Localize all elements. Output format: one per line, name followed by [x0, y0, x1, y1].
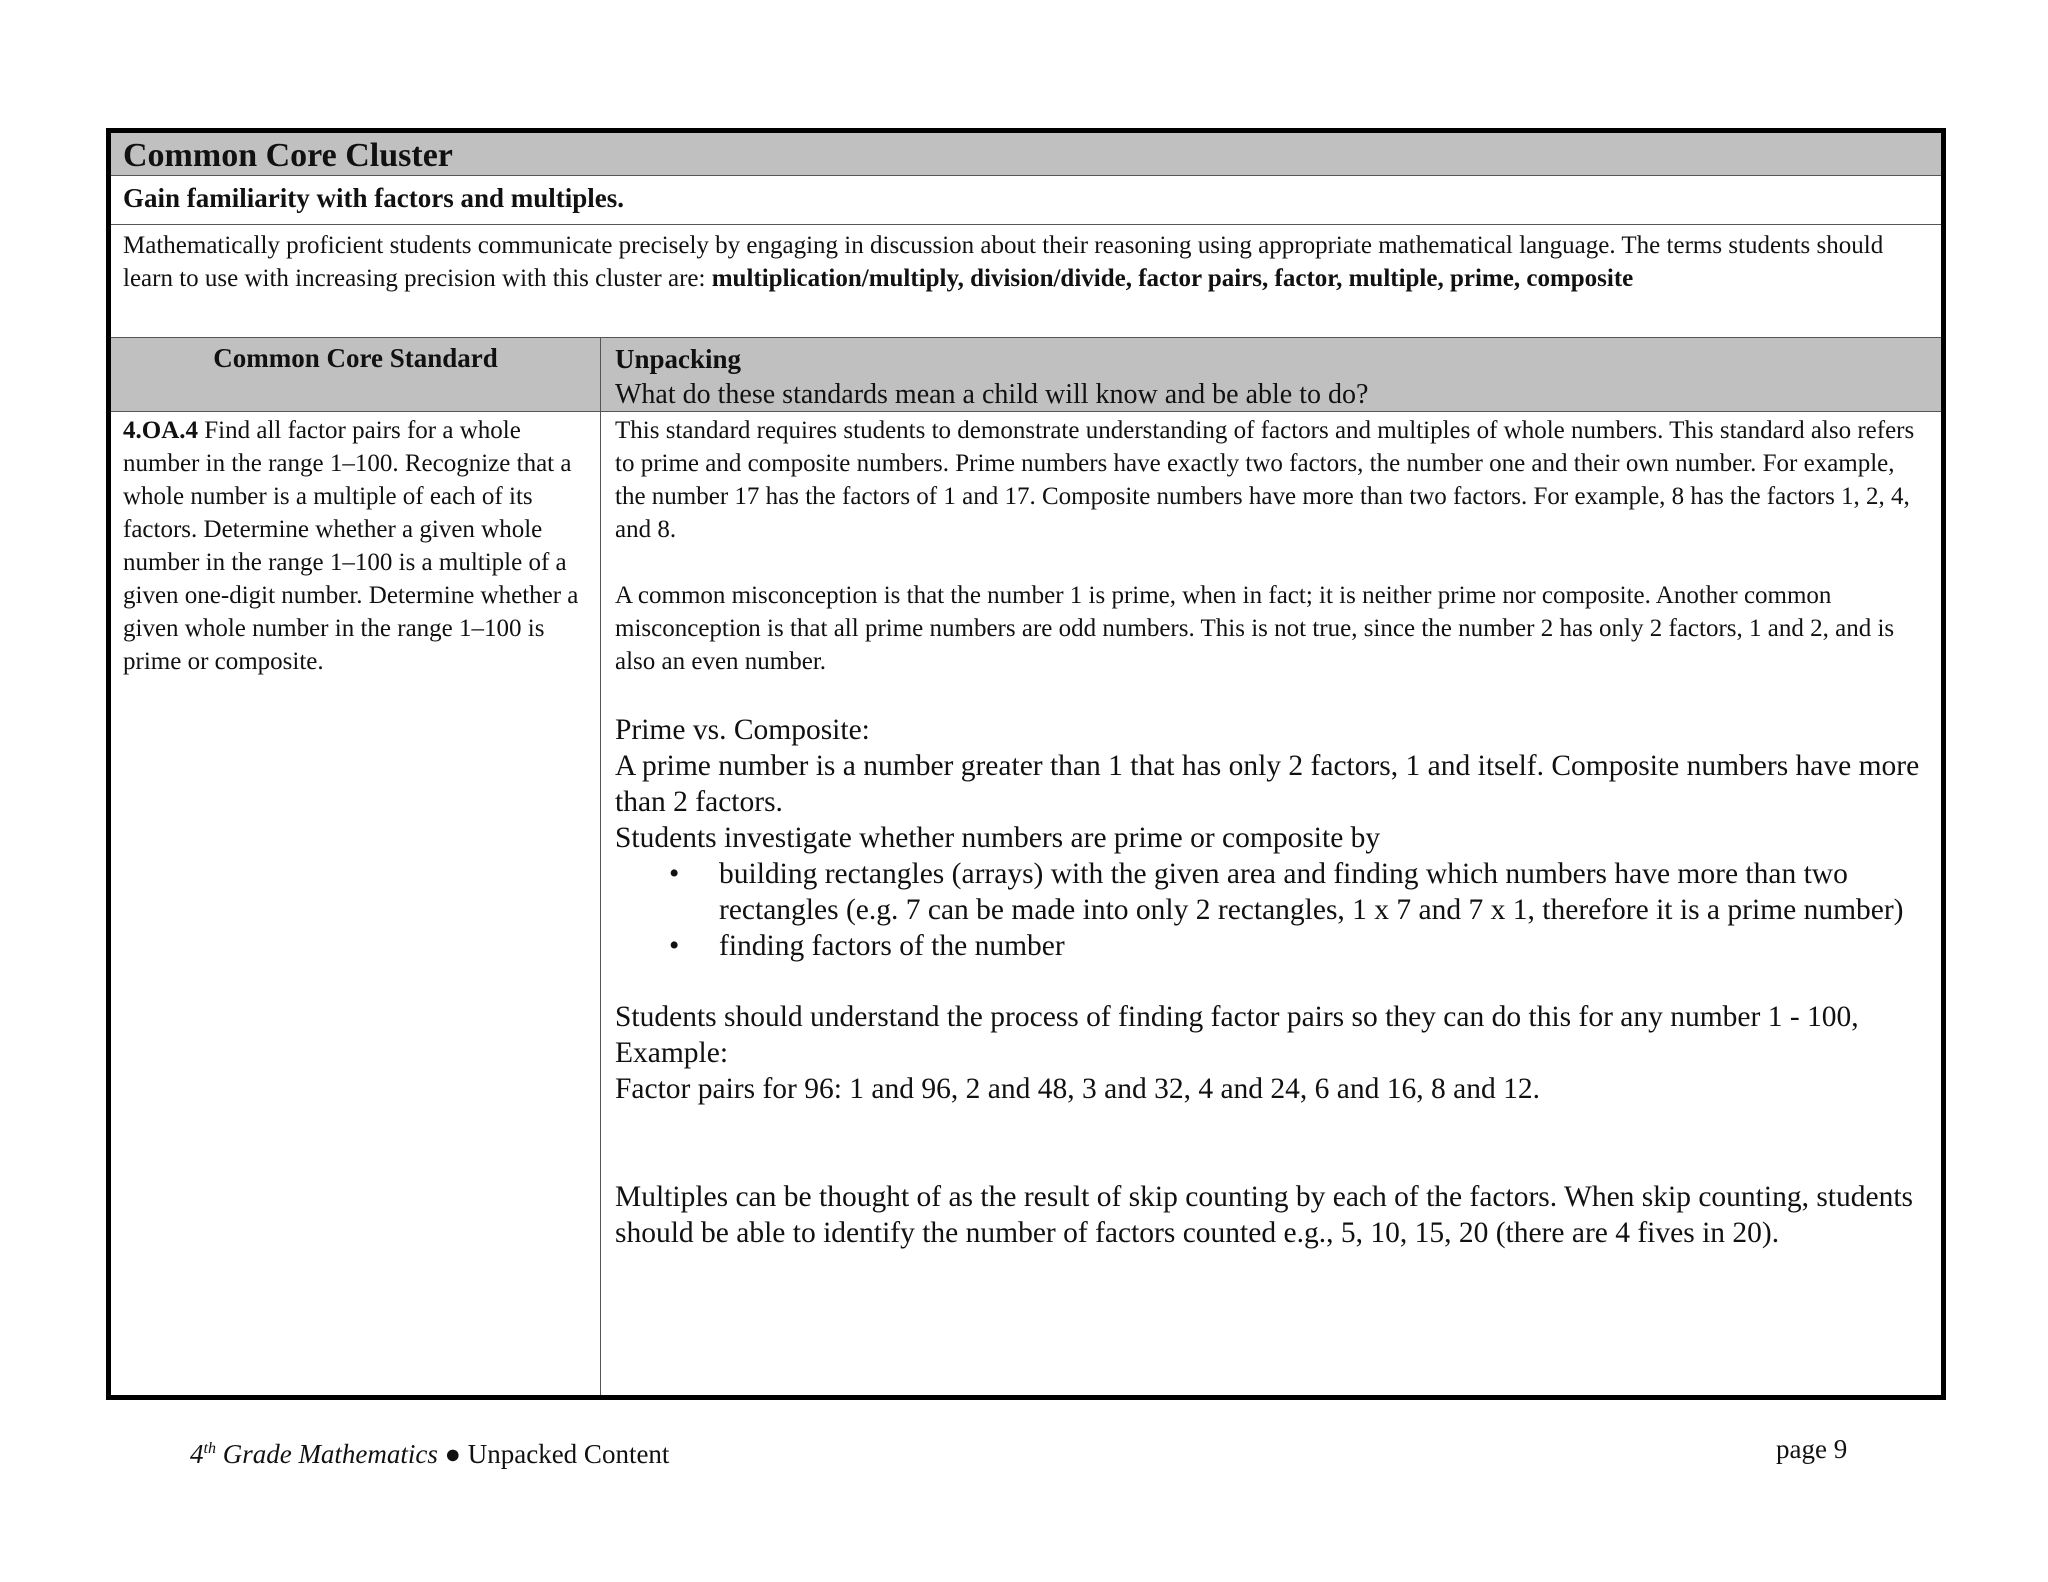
list-item-text: building rectangles (arrays) with the given area and finding which numbers have more than two rectangles (e.g. 7 can be made into only 2 rectangles, 1 x 7 and 7 x 1, therefore it is a prime number)	[719, 858, 1904, 926]
prime-vs-composite-heading: Prime vs. Composite:	[615, 714, 870, 746]
unpacking-subtitle: What do these standards mean a child will know and be able to do?	[615, 379, 1369, 410]
unpacking-column-header	[601, 338, 1941, 412]
list-item	[615, 928, 1927, 964]
cluster-heading: Common Core Cluster	[111, 133, 1941, 176]
example-label: Example:	[615, 1037, 729, 1069]
footer-content-label: Unpacked Content	[467, 1439, 670, 1469]
footer-grade-suffix: th	[203, 1440, 216, 1457]
standard-text: Find all factor pairs for a whole number in the range 1–100. Recognize that a whole number is a multiple of each of its factors. Determine whether a given whole number in the range 1–100 is a multiple of a given one-digit number. Determine whether a given whole number in the range 1–100 is prime or composite.	[123, 417, 579, 675]
cluster-vocabulary-terms: multiplication/multiply, division/divide, factor pairs, factor, multiple, prime, composite	[711, 265, 1634, 292]
footer-grade-subject: Grade Mathematics	[215, 1439, 438, 1469]
standards-table	[106, 128, 1946, 1400]
prime-definition: A prime number is a number greater than 1 that has only 2 factors, 1 and itself. Composite numbers have more than 2 factors.	[615, 750, 1920, 818]
table-body-row	[111, 412, 1941, 1395]
investigate-intro: Students investigate whether numbers are prime or composite by	[615, 822, 1381, 854]
factor-pairs-paragraph: Students should understand the process of finding factor pairs so they can do this for any number 1 - 100,	[615, 1001, 1859, 1033]
list-item	[615, 856, 1927, 928]
cluster-description-text: Mathematically proficient students communicate precisely by engaging in discussion about their reasoning using appropriate mathematical language. The terms students should learn to use with increasing precision with this cluster are:	[123, 232, 1884, 292]
standard-cell	[111, 412, 601, 1395]
investigate-methods-list	[615, 856, 1927, 964]
list-item-text: finding factors of the number	[719, 930, 1065, 962]
unpacking-paragraph-misconception: A common misconception is that the number 1 is prime, when in fact; it is neither prime nor composite. Another common misconception is that all prime numbers are odd numbers. This is not true, since the number 2 has only 2 factors, 1 and 2, and is also an even number.	[615, 582, 1895, 675]
footer-grade	[190, 1439, 438, 1469]
footer-grade-number: 4	[190, 1439, 204, 1469]
cluster-title: Gain familiarity with factors and multiples.	[111, 176, 1941, 225]
footer-separator: ●	[437, 1439, 468, 1469]
example-factor-pairs: Factor pairs for 96: 1 and 96, 2 and 48, 3 and 32, 4 and 24, 6 and 16, 8 and 12.	[615, 1073, 1540, 1105]
unpacking-cell	[601, 412, 1941, 1395]
bullet-icon: •	[669, 858, 680, 890]
multiples-paragraph: Multiples can be thought of as the result of skip counting by each of the factors. When skip counting, students should be able to identify the number of factors counted e.g., 5, 10, 15, 20 (there are 4 fives in 20).	[615, 1181, 1914, 1249]
unpacking-title: Unpacking	[615, 344, 742, 374]
cluster-description	[111, 225, 1941, 338]
standard-column-header: Common Core Standard	[111, 338, 601, 412]
table-column-header	[111, 338, 1941, 412]
footer-title	[190, 1433, 669, 1470]
standard-code: 4.OA.4	[123, 417, 198, 444]
page-number: page 9	[1776, 1434, 1848, 1464]
bullet-icon: •	[669, 930, 680, 962]
unpacking-paragraph-factors: This standard requires students to demonstrate understanding of factors and multiples of whole numbers. This standard also refers to prime and composite numbers. Prime numbers have exactly two factors, the number one and their own number. For example, the number 17 has the factors of 1 and 17. Composite numbers have more than two factors. For example, 8 has the factors 1, 2, 4, and 8.	[615, 417, 1915, 543]
